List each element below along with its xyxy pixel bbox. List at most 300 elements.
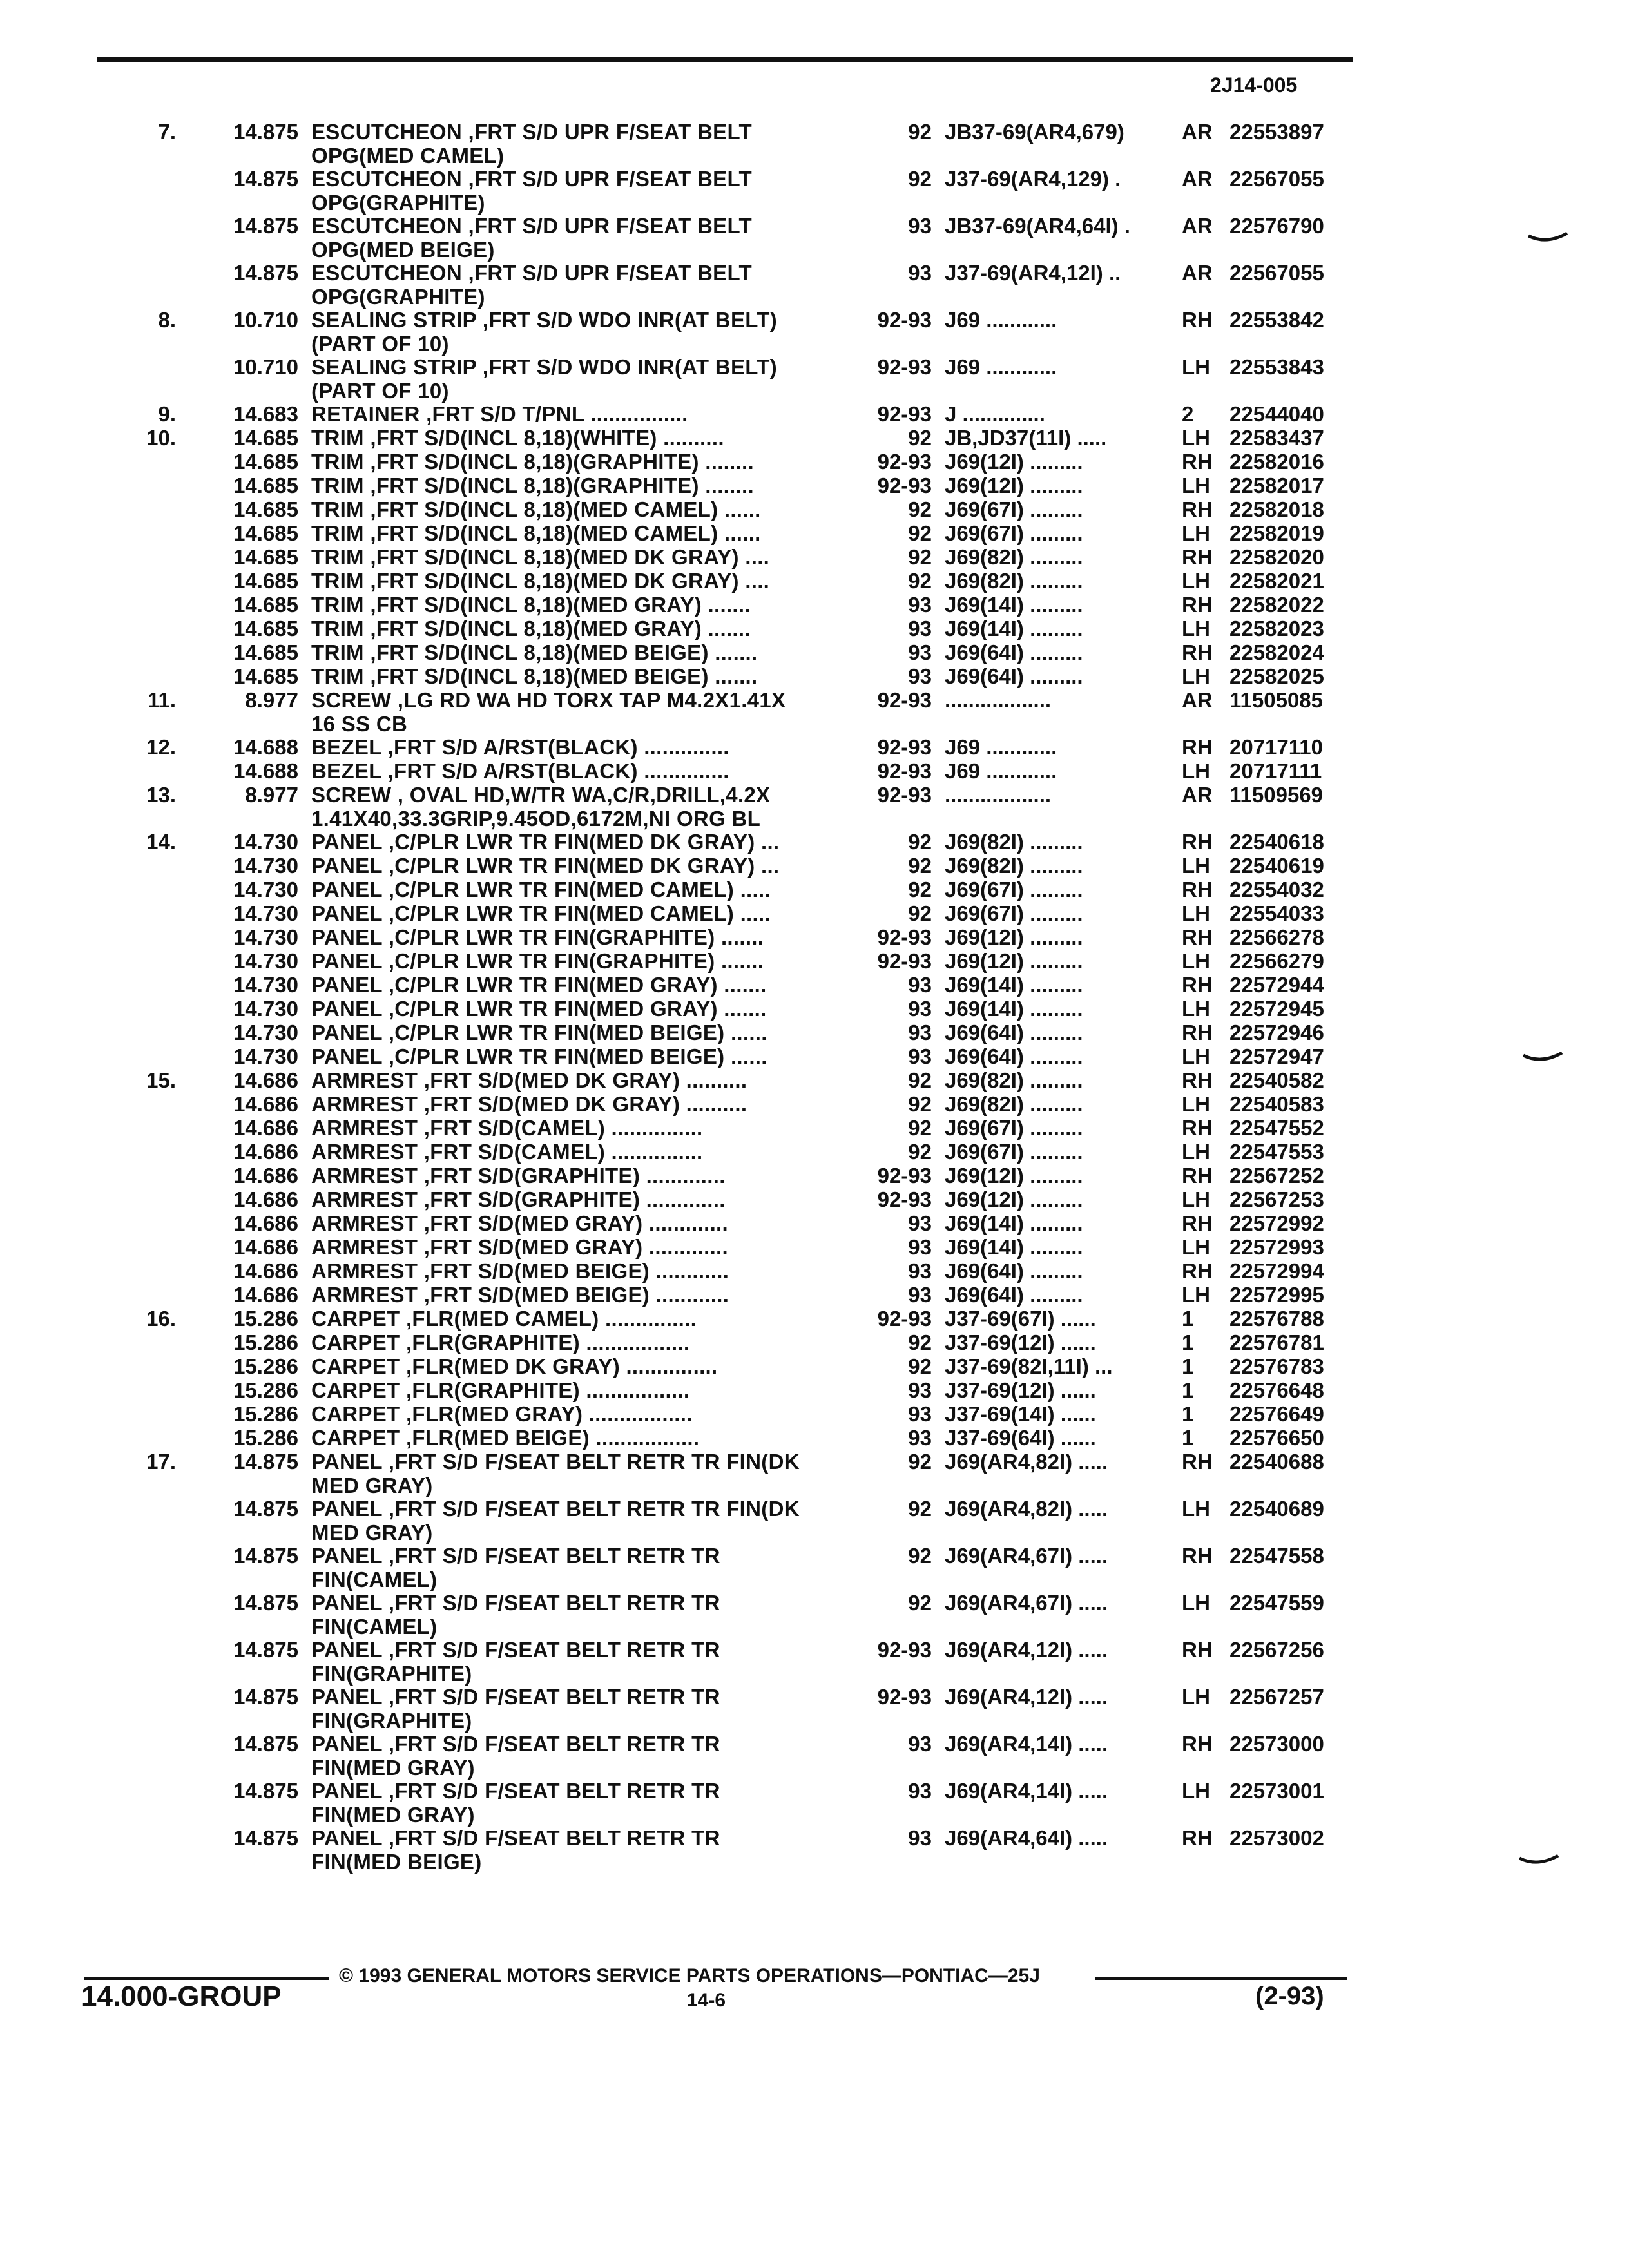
body-model: J69(12I) .........: [945, 1187, 1083, 1211]
quantity-side: AR: [1182, 120, 1213, 144]
group-number: 14.686: [233, 1140, 298, 1164]
body-model: J37-69(AR4,129) .: [945, 167, 1121, 191]
quantity-side: RH: [1182, 878, 1213, 901]
quantity-side: 1: [1182, 1354, 1194, 1378]
part-description-continued: (PART OF 10): [311, 379, 449, 403]
model-year: 93: [908, 1732, 932, 1756]
part-description-continued: FIN(MED BEIGE): [311, 1850, 482, 1874]
part-number: 22582019: [1229, 521, 1324, 545]
list-item: [0, 759, 1629, 783]
part-number: 22566279: [1229, 949, 1324, 973]
part-description: ESCUTCHEON ,FRT S/D UPR F/SEAT BELT: [311, 214, 752, 238]
body-model: J69(82I) .........: [945, 830, 1083, 854]
part-description: PANEL ,C/PLR LWR TR FIN(GRAPHITE) .......: [311, 949, 764, 973]
part-number: 22582016: [1229, 450, 1324, 474]
list-item: [0, 1259, 1629, 1283]
part-description: TRIM ,FRT S/D(INCL 8,18)(MED DK GRAY) ....: [311, 545, 770, 569]
list-item-continuation: [0, 1521, 1629, 1544]
body-model: ..................: [945, 688, 1052, 712]
quantity-side: LH: [1182, 949, 1210, 973]
body-model: J69(82I) .........: [945, 854, 1083, 878]
model-year: 92: [908, 830, 932, 854]
model-year: 92: [908, 1591, 932, 1615]
body-model: J69(64I) .........: [945, 1021, 1083, 1044]
part-description: PANEL ,FRT S/D F/SEAT BELT RETR TR FIN(DK: [311, 1497, 800, 1521]
part-number: 22576648: [1229, 1378, 1324, 1402]
body-model: J69(14I) .........: [945, 1235, 1083, 1259]
part-number: 22583437: [1229, 426, 1324, 450]
part-description: ESCUTCHEON ,FRT S/D UPR F/SEAT BELT: [311, 261, 752, 285]
part-description: ARMREST ,FRT S/D(MED BEIGE) ............: [311, 1259, 729, 1283]
quantity-side: LH: [1182, 1092, 1210, 1116]
item-number: 8.: [158, 308, 176, 332]
list-item: [0, 664, 1629, 688]
part-description-continued: OPG(GRAPHITE): [311, 285, 485, 309]
part-description: CARPET ,FLR(MED CAMEL) ...............: [311, 1307, 697, 1331]
model-year: 93: [908, 1426, 932, 1450]
body-model: J69 ............: [945, 735, 1057, 759]
group-number: 14.875: [233, 1826, 298, 1850]
body-model: J69(AR4,12I) .....: [945, 1685, 1108, 1709]
list-item: [0, 997, 1629, 1021]
model-year: 92: [908, 1092, 932, 1116]
page-code: 2J14-005: [1210, 73, 1298, 97]
model-year: 93: [908, 1044, 932, 1068]
body-model: J69(64I) .........: [945, 664, 1083, 688]
item-number: 7.: [158, 120, 176, 144]
part-number: 22567055: [1229, 261, 1324, 285]
group-number: 14.875: [233, 1544, 298, 1568]
part-description-continued: 16 SS CB: [311, 712, 408, 736]
group-number: 14.875: [233, 1779, 298, 1803]
quantity-side: 1: [1182, 1378, 1194, 1402]
part-description: TRIM ,FRT S/D(INCL 8,18)(MED BEIGE) .......: [311, 640, 758, 664]
list-item: [0, 1068, 1629, 1092]
body-model: J69(AR4,64I) .....: [945, 1826, 1108, 1850]
group-number: 14.875: [233, 1685, 298, 1709]
part-description: PANEL ,FRT S/D F/SEAT BELT RETR TR: [311, 1826, 720, 1850]
list-item: [0, 1021, 1629, 1044]
body-model: J37-69(67I) ......: [945, 1307, 1096, 1331]
footer-group: 14.000-GROUP: [81, 1981, 282, 2012]
part-description: ARMREST ,FRT S/D(GRAPHITE) .............: [311, 1164, 726, 1187]
list-item: [0, 1044, 1629, 1068]
quantity-side: LH: [1182, 474, 1210, 497]
part-description: CARPET ,FLR(GRAPHITE) .................: [311, 1378, 690, 1402]
model-year: 93: [908, 214, 932, 238]
list-item: [0, 735, 1629, 759]
model-year: 92: [908, 1331, 932, 1354]
quantity-side: RH: [1182, 497, 1213, 521]
body-model: J69(67I) .........: [945, 1116, 1083, 1140]
part-description: BEZEL ,FRT S/D A/RST(BLACK) ..............: [311, 759, 729, 783]
model-year: 92-93: [877, 474, 932, 497]
quantity-side: 1: [1182, 1331, 1194, 1354]
body-model: J69(82I) .........: [945, 569, 1083, 593]
part-description: RETAINER ,FRT S/D T/PNL ................: [311, 402, 688, 426]
margin-mark: [1518, 1853, 1563, 1869]
part-number: 22582021: [1229, 569, 1324, 593]
group-number: 14.685: [233, 426, 298, 450]
item-number: 12.: [146, 735, 176, 759]
model-year: 93: [908, 1021, 932, 1044]
group-number: 14.686: [233, 1283, 298, 1307]
list-item: [0, 1187, 1629, 1211]
group-number: 14.685: [233, 593, 298, 617]
part-number: 22576788: [1229, 1307, 1324, 1331]
quantity-side: LH: [1182, 759, 1210, 783]
model-year: 92-93: [877, 402, 932, 426]
body-model: J69(AR4,14I) .....: [945, 1732, 1108, 1756]
model-year: 92-93: [877, 688, 932, 712]
body-model: J69(12I) .........: [945, 1164, 1083, 1187]
quantity-side: RH: [1182, 450, 1213, 474]
part-description-continued: OPG(GRAPHITE): [311, 191, 485, 215]
list-item: [0, 497, 1629, 521]
list-item: [0, 1402, 1629, 1426]
model-year: 92: [908, 167, 932, 191]
model-year: 92-93: [877, 759, 932, 783]
quantity-side: RH: [1182, 640, 1213, 664]
part-description: TRIM ,FRT S/D(INCL 8,18)(MED DK GRAY) ....: [311, 569, 770, 593]
group-number: 14.686: [233, 1235, 298, 1259]
list-item: [0, 569, 1629, 593]
part-description-continued: OPG(MED BEIGE): [311, 238, 495, 262]
part-description-continued: MED GRAY): [311, 1474, 433, 1497]
part-number: 22547552: [1229, 1116, 1324, 1140]
model-year: 93: [908, 617, 932, 640]
part-number: 22576650: [1229, 1426, 1324, 1450]
quantity-side: AR: [1182, 167, 1213, 191]
part-number: 22553842: [1229, 308, 1324, 332]
list-item-continuation: [0, 238, 1629, 261]
group-number: 14.875: [233, 167, 298, 191]
group-number: 14.875: [233, 214, 298, 238]
list-item: [0, 1497, 1629, 1521]
quantity-side: LH: [1182, 1283, 1210, 1307]
list-item: [0, 783, 1629, 807]
item-number: 11.: [147, 688, 176, 712]
model-year: 92: [908, 1116, 932, 1140]
body-model: J69 ............: [945, 308, 1057, 332]
part-number: 22547558: [1229, 1544, 1324, 1568]
body-model: J69 ............: [945, 355, 1057, 379]
group-number: 14.686: [233, 1164, 298, 1187]
group-number: 14.730: [233, 1021, 298, 1044]
model-year: 92-93: [877, 783, 932, 807]
part-description: PANEL ,C/PLR LWR TR FIN(MED BEIGE) ......: [311, 1021, 767, 1044]
part-description: PANEL ,C/PLR LWR TR FIN(MED DK GRAY) ...: [311, 830, 780, 854]
list-item: [0, 1116, 1629, 1140]
part-description: ARMREST ,FRT S/D(MED BEIGE) ............: [311, 1283, 729, 1307]
body-model: J69(12I) .........: [945, 474, 1083, 497]
part-description: PANEL ,FRT S/D F/SEAT BELT RETR TR FIN(DK: [311, 1450, 800, 1474]
part-description: PANEL ,FRT S/D F/SEAT BELT RETR TR: [311, 1591, 720, 1615]
body-model: J69(82I) .........: [945, 1092, 1083, 1116]
quantity-side: RH: [1182, 1450, 1213, 1474]
body-model: J69(14I) .........: [945, 973, 1083, 997]
part-description-continued: FIN(MED GRAY): [311, 1756, 475, 1780]
list-item: [0, 426, 1629, 450]
body-model: J37-69(82I,11I) ...: [945, 1354, 1113, 1378]
list-item-continuation: [0, 1850, 1629, 1873]
group-number: 14.686: [233, 1092, 298, 1116]
part-description-continued: FIN(CAMEL): [311, 1615, 438, 1639]
list-item-continuation: [0, 1615, 1629, 1638]
part-number: 22582025: [1229, 664, 1324, 688]
body-model: J69 ............: [945, 759, 1057, 783]
model-year: 93: [908, 1826, 932, 1850]
part-number: 22576649: [1229, 1402, 1324, 1426]
body-model: J69(12I) .........: [945, 450, 1083, 474]
part-number: 22572992: [1229, 1211, 1324, 1235]
part-number: 22582022: [1229, 593, 1324, 617]
body-model: J69(14I) .........: [945, 593, 1083, 617]
group-number: 14.685: [233, 450, 298, 474]
list-item: [0, 1378, 1629, 1402]
list-item: [0, 973, 1629, 997]
quantity-side: RH: [1182, 973, 1213, 997]
body-model: J69(64I) .........: [945, 640, 1083, 664]
quantity-side: AR: [1182, 261, 1213, 285]
list-item: [0, 1092, 1629, 1116]
list-item-continuation: [0, 191, 1629, 214]
group-number: 14.686: [233, 1211, 298, 1235]
list-item: [0, 355, 1629, 379]
body-model: J69(82I) .........: [945, 1068, 1083, 1092]
group-number: 14.685: [233, 569, 298, 593]
part-description: ARMREST ,FRT S/D(MED GRAY) .............: [311, 1211, 728, 1235]
part-number: 22582017: [1229, 474, 1324, 497]
model-year: 93: [908, 1378, 932, 1402]
group-number: 15.286: [233, 1307, 298, 1331]
quantity-side: AR: [1182, 688, 1213, 712]
group-number: 15.286: [233, 1402, 298, 1426]
part-description: ARMREST ,FRT S/D(CAMEL) ...............: [311, 1140, 703, 1164]
part-description: SCREW , OVAL HD,W/TR WA,C/R,DRILL,4.2X: [311, 783, 771, 807]
part-description: SCREW ,LG RD WA HD TORX TAP M4.2X1.41X: [311, 688, 786, 712]
part-description: TRIM ,FRT S/D(INCL 8,18)(MED GRAY) .......: [311, 617, 751, 640]
list-item: [0, 402, 1629, 426]
group-number: 14.685: [233, 497, 298, 521]
part-description: ARMREST ,FRT S/D(MED DK GRAY) ..........: [311, 1092, 747, 1116]
model-year: 92: [908, 901, 932, 925]
part-description: TRIM ,FRT S/D(INCL 8,18)(GRAPHITE) ........: [311, 474, 754, 497]
quantity-side: RH: [1182, 1259, 1213, 1283]
body-model: J69(82I) .........: [945, 545, 1083, 569]
part-description-continued: FIN(MED GRAY): [311, 1803, 475, 1827]
body-model: J69(AR4,82I) .....: [945, 1497, 1108, 1521]
model-year: 93: [908, 664, 932, 688]
body-model: JB37-69(AR4,679): [945, 120, 1124, 144]
quantity-side: RH: [1182, 925, 1213, 949]
item-number: 10.: [146, 426, 176, 450]
model-year: 92: [908, 1068, 932, 1092]
part-description: ESCUTCHEON ,FRT S/D UPR F/SEAT BELT: [311, 120, 752, 144]
group-number: 14.875: [233, 261, 298, 285]
model-year: 92: [908, 1544, 932, 1568]
part-number: 22572993: [1229, 1235, 1324, 1259]
part-number: 22572994: [1229, 1259, 1324, 1283]
body-model: JB37-69(AR4,64I) .: [945, 214, 1130, 238]
part-number: 22544040: [1229, 402, 1324, 426]
part-number: 22553897: [1229, 120, 1324, 144]
part-number: 22540689: [1229, 1497, 1324, 1521]
part-description-continued: OPG(MED CAMEL): [311, 144, 505, 168]
part-number: 22540688: [1229, 1450, 1324, 1474]
list-item: [0, 1426, 1629, 1450]
group-number: 14.685: [233, 640, 298, 664]
model-year: 93: [908, 1779, 932, 1803]
group-number: 14.685: [233, 474, 298, 497]
group-number: 14.685: [233, 521, 298, 545]
model-year: 92: [908, 878, 932, 901]
footer-copyright: © 1993 GENERAL MOTORS SERVICE PARTS OPERATIONS—PONTIAC—25J: [339, 1965, 1040, 1986]
part-description: CARPET ,FLR(MED BEIGE) .................: [311, 1426, 700, 1450]
quantity-side: LH: [1182, 1497, 1210, 1521]
part-number: 22566278: [1229, 925, 1324, 949]
part-description: ARMREST ,FRT S/D(CAMEL) ...............: [311, 1116, 703, 1140]
model-year: 92-93: [877, 949, 932, 973]
part-number: 20717110: [1229, 735, 1324, 759]
quantity-side: LH: [1182, 1591, 1210, 1615]
list-item: [0, 925, 1629, 949]
group-number: 14.686: [233, 1068, 298, 1092]
part-description: ARMREST ,FRT S/D(GRAPHITE) .............: [311, 1187, 726, 1211]
body-model: J37-69(64I) ......: [945, 1426, 1096, 1450]
quantity-side: LH: [1182, 1187, 1210, 1211]
footer-left-rule: [84, 1977, 329, 1980]
model-year: 92-93: [877, 1685, 932, 1709]
list-item: [0, 1140, 1629, 1164]
part-description: TRIM ,FRT S/D(INCL 8,18)(MED GRAY) .......: [311, 593, 751, 617]
part-description: PANEL ,FRT S/D F/SEAT BELT RETR TR: [311, 1779, 720, 1803]
group-number: 14.730: [233, 878, 298, 901]
parts-list: [0, 120, 1629, 1873]
quantity-side: RH: [1182, 1164, 1213, 1187]
body-model: J69(67I) .........: [945, 1140, 1083, 1164]
list-item: [0, 1544, 1629, 1568]
model-year: 92: [908, 1450, 932, 1474]
part-number: 22554032: [1229, 878, 1324, 901]
part-number: 22547553: [1229, 1140, 1324, 1164]
body-model: J69(AR4,67I) .....: [945, 1591, 1108, 1615]
list-item: [0, 261, 1629, 285]
part-description: PANEL ,C/PLR LWR TR FIN(MED CAMEL) .....: [311, 878, 771, 901]
quantity-side: RH: [1182, 1021, 1213, 1044]
part-description: PANEL ,C/PLR LWR TR FIN(GRAPHITE) .......: [311, 925, 764, 949]
quantity-side: RH: [1182, 308, 1213, 332]
part-number: 22582024: [1229, 640, 1324, 664]
model-year: 93: [908, 1402, 932, 1426]
model-year: 92-93: [877, 1187, 932, 1211]
quantity-side: RH: [1182, 1068, 1213, 1092]
model-year: 92: [908, 426, 932, 450]
part-number: 22582020: [1229, 545, 1324, 569]
list-item-continuation: [0, 332, 1629, 355]
body-model: J69(12I) .........: [945, 949, 1083, 973]
quantity-side: LH: [1182, 569, 1210, 593]
part-description: SEALING STRIP ,FRT S/D WDO INR(AT BELT): [311, 355, 778, 379]
quantity-side: AR: [1182, 783, 1213, 807]
part-number: 22572945: [1229, 997, 1324, 1021]
list-item-continuation: [0, 712, 1629, 735]
list-item-continuation: [0, 285, 1629, 308]
model-year: 93: [908, 973, 932, 997]
part-description: PANEL ,FRT S/D F/SEAT BELT RETR TR: [311, 1544, 720, 1568]
list-item-continuation: [0, 1756, 1629, 1779]
part-description: TRIM ,FRT S/D(INCL 8,18)(MED CAMEL) ......: [311, 497, 761, 521]
part-number: 22567257: [1229, 1685, 1324, 1709]
list-item: [0, 474, 1629, 497]
group-number: 14.686: [233, 1187, 298, 1211]
part-number: 22547559: [1229, 1591, 1324, 1615]
list-item: [0, 949, 1629, 973]
group-number: 14.875: [233, 120, 298, 144]
list-item: [0, 878, 1629, 901]
part-description: PANEL ,FRT S/D F/SEAT BELT RETR TR: [311, 1685, 720, 1709]
group-number: 14.730: [233, 854, 298, 878]
quantity-side: LH: [1182, 426, 1210, 450]
part-description: TRIM ,FRT S/D(INCL 8,18)(MED CAMEL) ......: [311, 521, 761, 545]
group-number: 14.875: [233, 1638, 298, 1662]
group-number: 14.875: [233, 1497, 298, 1521]
list-item: [0, 1638, 1629, 1662]
part-number: 22573002: [1229, 1826, 1324, 1850]
quantity-side: LH: [1182, 521, 1210, 545]
item-number: 13.: [146, 783, 176, 807]
quantity-side: LH: [1182, 355, 1210, 379]
body-model: J37-69(AR4,12I) ..: [945, 261, 1121, 285]
part-description-continued: FIN(GRAPHITE): [311, 1709, 472, 1733]
part-description: CARPET ,FLR(MED DK GRAY) ...............: [311, 1354, 718, 1378]
group-number: 14.688: [233, 759, 298, 783]
part-number: 22573001: [1229, 1779, 1324, 1803]
model-year: 92: [908, 854, 932, 878]
group-number: 14.683: [233, 402, 298, 426]
group-number: 14.730: [233, 973, 298, 997]
list-item: [0, 1283, 1629, 1307]
model-year: 93: [908, 1211, 932, 1235]
group-number: 15.286: [233, 1354, 298, 1378]
group-number: 14.686: [233, 1116, 298, 1140]
body-model: J ..............: [945, 402, 1045, 426]
group-number: 14.730: [233, 901, 298, 925]
body-model: J69(AR4,12I) .....: [945, 1638, 1108, 1662]
model-year: 92: [908, 1497, 932, 1521]
list-item: [0, 854, 1629, 878]
model-year: 92-93: [877, 1307, 932, 1331]
list-item: [0, 688, 1629, 712]
quantity-side: RH: [1182, 1826, 1213, 1850]
body-model: J69(67I) .........: [945, 521, 1083, 545]
model-year: 93: [908, 1259, 932, 1283]
part-description: ESCUTCHEON ,FRT S/D UPR F/SEAT BELT: [311, 167, 752, 191]
body-model: J69(67I) .........: [945, 878, 1083, 901]
model-year: 92-93: [877, 308, 932, 332]
part-number: 11505085: [1229, 688, 1324, 712]
part-description: BEZEL ,FRT S/D A/RST(BLACK) ..............: [311, 735, 729, 759]
footer-page-number: 14-6: [687, 1990, 726, 2011]
model-year: 93: [908, 261, 932, 285]
group-number: 14.730: [233, 830, 298, 854]
part-description: PANEL ,C/PLR LWR TR FIN(MED BEIGE) ......: [311, 1044, 767, 1068]
body-model: J69(67I) .........: [945, 497, 1083, 521]
list-item-continuation: [0, 144, 1629, 167]
part-description: PANEL ,C/PLR LWR TR FIN(MED GRAY) .......: [311, 973, 767, 997]
group-number: 14.685: [233, 664, 298, 688]
model-year: 92: [908, 497, 932, 521]
